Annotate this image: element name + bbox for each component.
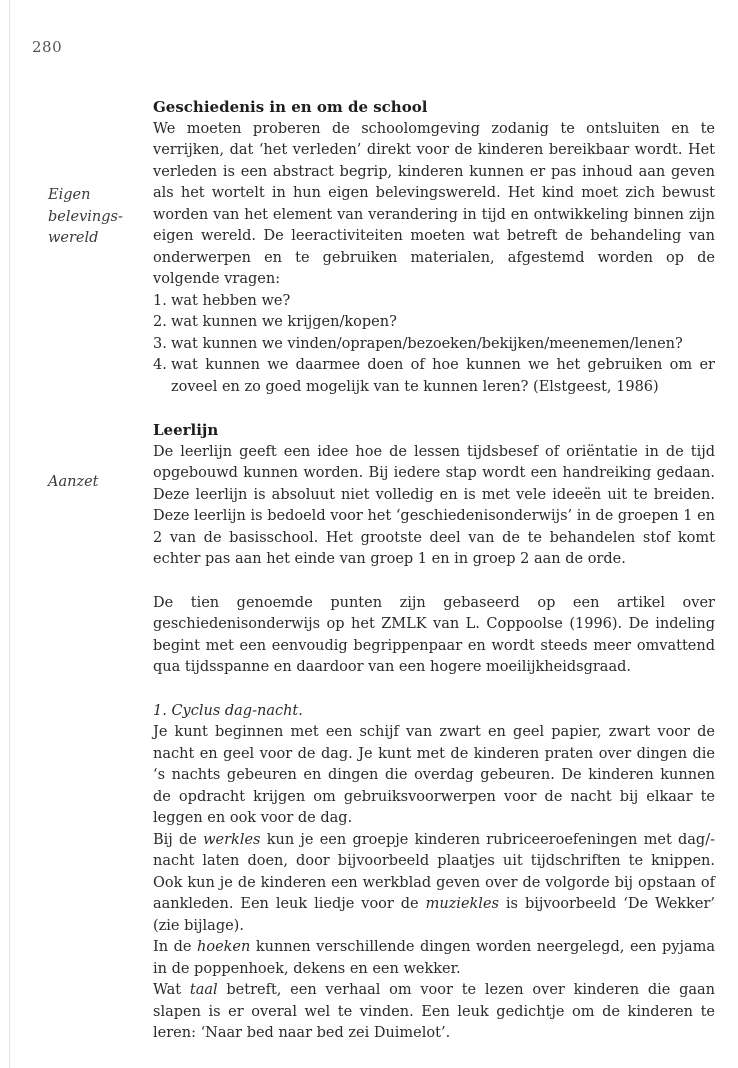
- emphasis-taal: taal: [189, 982, 218, 998]
- list-item: [153, 355, 715, 398]
- list-item-number: 4.: [153, 357, 167, 373]
- text-run: kun je een groepje kinderen rubriceeroefeningen met dag/-nacht laten doen, door bijvoorbeeld plaatjes uit tijdschriften te knippen. Ook kun je de kinderen een werkblad geven over de volgorde bij opstaan of aankleden. Een leuk liedje voor de: [153, 831, 715, 912]
- list-item-text: wat hebben we?: [171, 292, 291, 309]
- section-title-leerlijn: Leerlijn: [153, 421, 219, 439]
- list-item: [153, 334, 715, 356]
- list-item: [153, 312, 715, 334]
- leerlijn-paragraph: De leerlijn geeft een idee hoe de lessen tijdsbesef of oriëntatie in de tijd opgebouwd kunnen worden. Bij iedere stap wordt een handreiking gedaan. Deze leerlijn is absoluut niet volledig en is met vele ideeën uit te breiden. Deze leerlijn is bedoeld voor het ‘geschiedenisonderwijs’ in de groepen 1 en 2 van de basisschool. Het grootste deel van de te behandelen stof komt echter pas aan het einde van groep 1 en in groep 2 aan de orde.: [153, 443, 715, 567]
- section-title-geschiedenis: Geschiedenis in en om de school: [153, 98, 428, 116]
- spacer: [153, 398, 715, 420]
- werkles-paragraph: [153, 830, 715, 938]
- page-number: 280: [32, 38, 63, 56]
- list-item-text: wat kunnen we krijgen/kopen?: [171, 314, 397, 330]
- list-item-number: 2.: [153, 314, 167, 330]
- list-item-text: wat kunnen we daarmee doen of hoe kunnen we het gebruiken om er zoveel en zo goed mogelijk van te kunnen leren? (Elstgeest, 1986): [171, 357, 715, 395]
- text-run: In de: [153, 939, 197, 955]
- margin-note-line: Aanzet: [48, 474, 99, 490]
- page-edge-line: [9, 0, 10, 1068]
- margin-note-eigen-belevingswereld: [48, 185, 123, 250]
- emphasis-werkles: werkles: [203, 831, 261, 848]
- margin-note-line: Eigen: [48, 187, 91, 203]
- questions-list: [153, 291, 715, 399]
- text-run: Wat: [153, 982, 190, 998]
- list-item: [153, 291, 715, 313]
- text-run: kunnen verschillende dingen worden neergelegd, een pyjama in de poppenhoek, dekens en een wekker.: [153, 939, 716, 977]
- main-text-column: [153, 97, 715, 1045]
- text-run: betreft, een verhaal om voor te lezen over kinderen die gaan slapen is er overal wel te vinden. Een leuk gedichtje om de kinderen te leren: ‘Naar bed naar bed zei Duimelot’.: [153, 982, 715, 1041]
- spacer: [153, 571, 715, 593]
- text-run: Bij de: [153, 831, 204, 848]
- spacer: [153, 679, 715, 701]
- margin-note-line: wereld: [48, 230, 99, 246]
- leerlijn-paragraph-2: De tien genoemde punten zijn gebaseerd op een artikel over geschiedenisonderwijs op het ZMLK van L. Coppoolse (1996). De indeling begint met een eenvoudig begrippenpaar en wordt steeds meer omvattend qua tijdsspanne en daardoor van een hogere moeilijkheidsgraad.: [153, 594, 715, 675]
- hoeken-paragraph: [153, 937, 715, 980]
- taal-paragraph: [153, 980, 715, 1045]
- emphasis-muziekles: muziekles: [425, 896, 499, 912]
- margin-note-line: belevings-: [48, 208, 123, 225]
- cyclus-paragraph: Je kunt beginnen met een schijf van zwart en geel papier, zwart voor de nacht en geel voor de dag. Je kunt met de kinderen praten over dingen die ‘s nachts gebeuren en dingen die overdag gebeuren. De kinderen kunnen de opdracht krijgen om gebruiksvoorwerpen voor de nacht bij elkaar te leggen en ook voor de dag.: [153, 724, 715, 826]
- emphasis-hoeken: hoeken: [197, 939, 251, 955]
- subsection-title-cyclus: 1. Cyclus dag-nacht.: [153, 702, 303, 719]
- list-item-number: 1.: [153, 292, 167, 309]
- list-item-text: wat kunnen we vinden/oprapen/bezoeken/bekijken/meenemen/lenen?: [171, 335, 683, 352]
- margin-note-aanzet: [48, 472, 99, 494]
- list-item-number: 3.: [153, 335, 167, 352]
- text-run: is bijvoorbeeld ‘De Wekker’ (zie bijlage).: [153, 896, 715, 934]
- section1-paragraph: We moeten proberen de schoolomgeving zodanig te ontsluiten en te verrijken, dat ‘het verleden’ direkt voor de kinderen bereikbaar wordt. Het verleden is een abstract begrip, kinderen kunnen er pas inhoud aan geven als het wortelt in hun eigen belevingswereld. Het kind moet zich bewust worden van het element van verandering in tijd en ontwikkeling binnen zijn eigen wereld. De leeractiviteiten moeten wat betreft de behandeling van onderwerpen en te gebruiken materialen, afgestemd worden op de volgende vragen:: [153, 120, 715, 287]
